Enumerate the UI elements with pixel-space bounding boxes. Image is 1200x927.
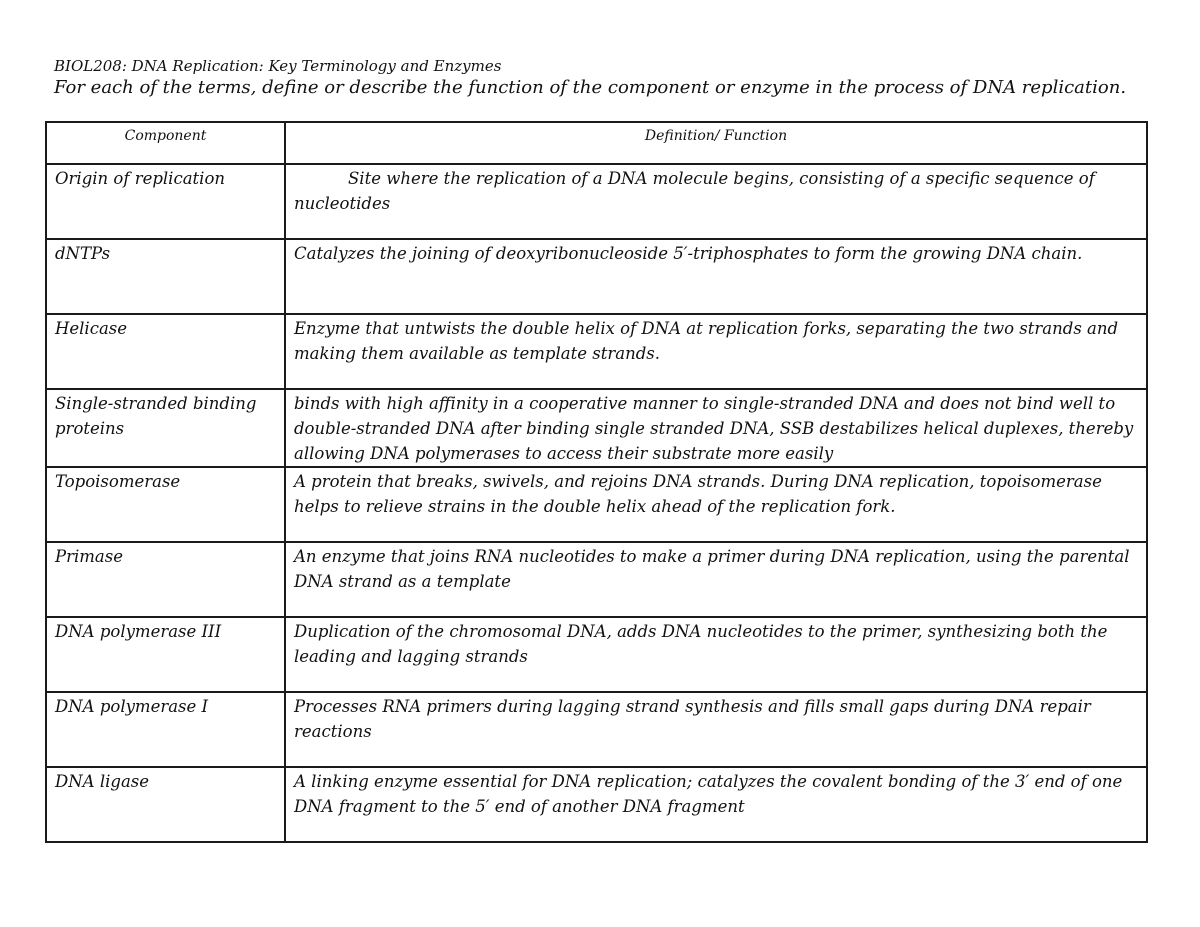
definition-cell: Processes RNA primers during lagging strand synthesis and fills small gaps during DNA repair reactions bbox=[285, 692, 1147, 767]
definition-cell: A protein that breaks, swivels, and rejoins DNA strands. During DNA replication, topoisomerase helps to relieve strains in the double helix ahead of the replication fork. bbox=[285, 467, 1147, 542]
definition-cell: Site where the replication of a DNA molecule begins, consisting of a specific sequence of nucleotides bbox=[285, 164, 1147, 239]
terminology-table bbox=[45, 121, 1148, 843]
definition-cell: Enzyme that untwists the double helix of DNA at replication forks, separating the two strands and making them available as template strands. bbox=[285, 314, 1147, 389]
definition-cell: binds with high affinity in a cooperative manner to single-stranded DNA and does not bind well to double-stranded DNA after binding single stranded DNA, SSB destabilizes helical duplexes, thereby allowing DNA polymerases to access their substrate more easily bbox=[285, 389, 1147, 467]
table-row bbox=[46, 164, 1147, 239]
definition-cell: A linking enzyme essential for DNA replication; catalyzes the covalent bonding of the 3′ end of one DNA fragment to the 5′ end of another DNA fragment bbox=[285, 767, 1147, 842]
table-row bbox=[46, 314, 1147, 389]
column-header-component: Component bbox=[46, 122, 285, 164]
component-cell: DNA polymerase III bbox=[46, 617, 285, 692]
definition-cell: Catalyzes the joining of deoxyribonucleoside 5′-triphosphates to form the growing DNA chain. bbox=[285, 239, 1147, 314]
worksheet-header bbox=[54, 56, 1154, 100]
table-row bbox=[46, 542, 1147, 617]
component-cell: dNTPs bbox=[46, 239, 285, 314]
column-header-definition: Definition/ Function bbox=[285, 122, 1147, 164]
course-title: BIOL208: DNA Replication: Key Terminology and Enzymes bbox=[54, 57, 502, 75]
definition-cell: An enzyme that joins RNA nucleotides to make a primer during DNA replication, using the parental DNA strand as a template bbox=[285, 542, 1147, 617]
component-cell: Single-stranded binding proteins bbox=[46, 389, 285, 467]
component-cell: DNA ligase bbox=[46, 767, 285, 842]
component-cell: Primase bbox=[46, 542, 285, 617]
instructions: For each of the terms, define or describe the function of the component or enzyme in the process of DNA replication. bbox=[54, 77, 1127, 98]
definition-cell: Duplication of the chromosomal DNA, adds DNA nucleotides to the primer, synthesizing both the leading and lagging strands bbox=[285, 617, 1147, 692]
component-cell: DNA polymerase I bbox=[46, 692, 285, 767]
table-row bbox=[46, 767, 1147, 842]
table-header-row bbox=[46, 122, 1147, 164]
table-row bbox=[46, 239, 1147, 314]
component-cell: Topoisomerase bbox=[46, 467, 285, 542]
table-row bbox=[46, 389, 1147, 467]
component-cell: Helicase bbox=[46, 314, 285, 389]
table-row bbox=[46, 692, 1147, 767]
table-row bbox=[46, 467, 1147, 542]
component-cell: Origin of replication bbox=[46, 164, 285, 239]
table-row bbox=[46, 617, 1147, 692]
